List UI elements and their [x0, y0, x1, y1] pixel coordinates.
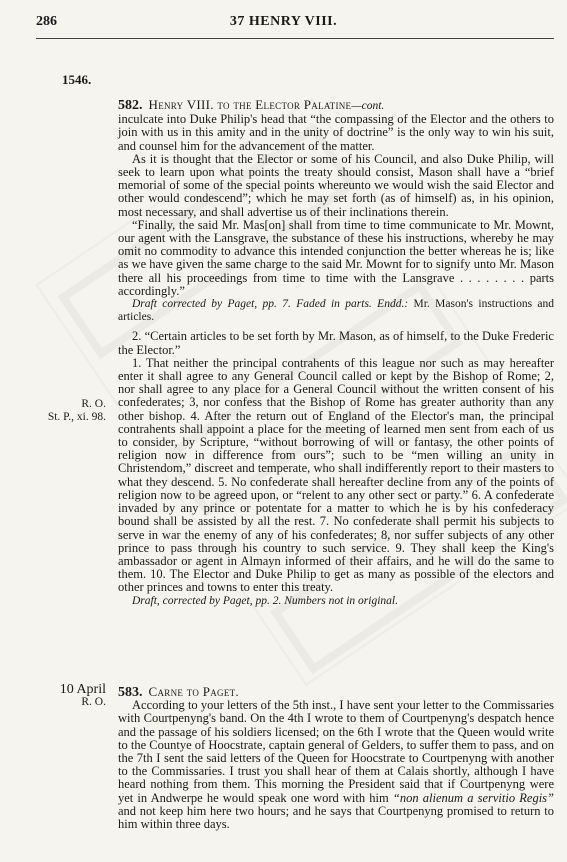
- entry-number: 582.: [118, 98, 143, 113]
- paragraph-text: and not keep him here two hours; and he says that Courtpenyng promised to return to him within three days.: [118, 803, 554, 832]
- margin-date: [6, 683, 106, 709]
- entry-date: 10 April: [59, 682, 106, 697]
- paragraph: “Finally, the said Mr. Mas[on] shall from time to time communicate to Mr. Mownt, our agent with the Lansgrave, the substance of these his instructions, whereby he may omit no commodity to advance this intended conjunction the better whereas he is; like as we have given the same charge to the said Mr. Mownt for to signify unto Mr. Mason there all his proceedings from time to time with the Lansgrave . . . . . . . . parts accordingly.”: [118, 217, 554, 298]
- entry-title-suffix: —cont.: [351, 100, 385, 112]
- entry-number: 583.: [118, 685, 143, 700]
- margin-ref-line: St. P., xi. 98.: [47, 411, 106, 423]
- entry-title: Carne to Paget.: [148, 684, 239, 699]
- entry-heading: [118, 98, 554, 113]
- entry-heading: [118, 685, 554, 699]
- editorial-note: Draft, corrected by Paget, pp. 2. Numbers not in original.: [132, 594, 398, 607]
- header-rule: [36, 38, 554, 39]
- note-italic: Draft corrected by Paget, pp. 7. Faded in parts. Endd.:: [132, 298, 409, 311]
- paragraph: As it is thought that the Elector or some of his Council, and also Duke Philip, will seek to learn upon what points the treaty should consist, Mason shall have a “brief memorial of some of the special points whereunto we would wish the said Elector and other would condescend”; which he may set forth (as of himself) as, in his opinion, most necessary, and shall advertise us of their inclinations therein.: [118, 151, 554, 219]
- latin-quote: “non alienum a servitio Regis”: [392, 790, 554, 805]
- paragraph: [118, 699, 554, 831]
- running-title: 37 HENRY VIII.: [229, 14, 338, 29]
- entry-583: [118, 685, 554, 831]
- paragraph: 1. That neither the principal contrahents of this league nor such as may hereafter enter it shall agree to any General Council called or kept by the Bishop of Rome; 2, nor shall agree to any place for a General Council without the written consent of his confederates; 3, nor confess that the Bishop of Rome has greater authority than any other bishop. 4. After the return out of England of the Elector's man, the principal contrahents shall appoint a place for the meeting of learned men sent from each of us to consider, by Scripture, “without borrowing of will or fantasy, the other points of religion now in difference from ours”; such to be “men willing an unity in Christendom,” discreet and temperate, who shall indifferently report to their masters to what they descend. 5. No confederate shall hereafter decline from any of the points of religion now to be agreed upon, or “relent to any other sect or party.” 6. A confederate invaded by any prince or potentate for a matter to which he is by his confederacy bound shall be assisted by all the rest. 7. No confederate shall permit his subjects to serve in war the enemy of any of his confederates; 8, nor suffer subjects of any other prince to pass through his country to such service. 9. They shall keep the King's ambassador or agent in Almayn informed of their affairs, and he will do the same to them. 10. The Elector and Duke Philip to get as many as possible of the electors and other princes and towns to enter this treaty.: [118, 355, 554, 595]
- page-header: [0, 14, 567, 32]
- margin-ref-line: R. O.: [81, 398, 106, 410]
- page-number: 286: [36, 14, 57, 29]
- note-plain: Mr. Mason's instructions and articles.: [118, 298, 555, 324]
- editorial-note: [118, 298, 554, 324]
- entry-title: Henry VIII. to the Elector Palatine: [148, 97, 352, 112]
- paragraph: 2. “Certain articles to be set forth by Mr. Mason, as of himself, to the Duke Frederic the Elector.”: [118, 329, 554, 357]
- paragraph-text: According to your letters of the 5th inst., I have sent your letter to the Commissaries with Courtpenyng's band. On the 4th I wrote to them of Courtpenyng's despatch hence and the passage of his soldiers licensed; on the 6th I wrote that the Queen would write to the Countye of Hoocstrate, captain general of Gelders, to suffer them to pass, and on the 7th I sent the said letters of the Queen for Hoocstrate to Courtpenyng with another to the Commissaries. I trust you shall hear of them at Calais shortly, although I have heard nothing from them. This morning the President said that if Courtpenyng were yet in Andwerpe he would speak one word with him: [118, 698, 554, 805]
- margin-ref-line: R. O.: [81, 696, 106, 708]
- year-marker: 1546.: [62, 72, 92, 87]
- margin-reference: [6, 398, 106, 424]
- paragraph: inculcate into Duke Philip's head that “the compassing of the Elector and the others to join with us in this amity and in the unity of doctrine” is the only way to win his suit, and counsel him for the advancement of the matter.: [118, 112, 554, 153]
- entry-582: [118, 98, 554, 608]
